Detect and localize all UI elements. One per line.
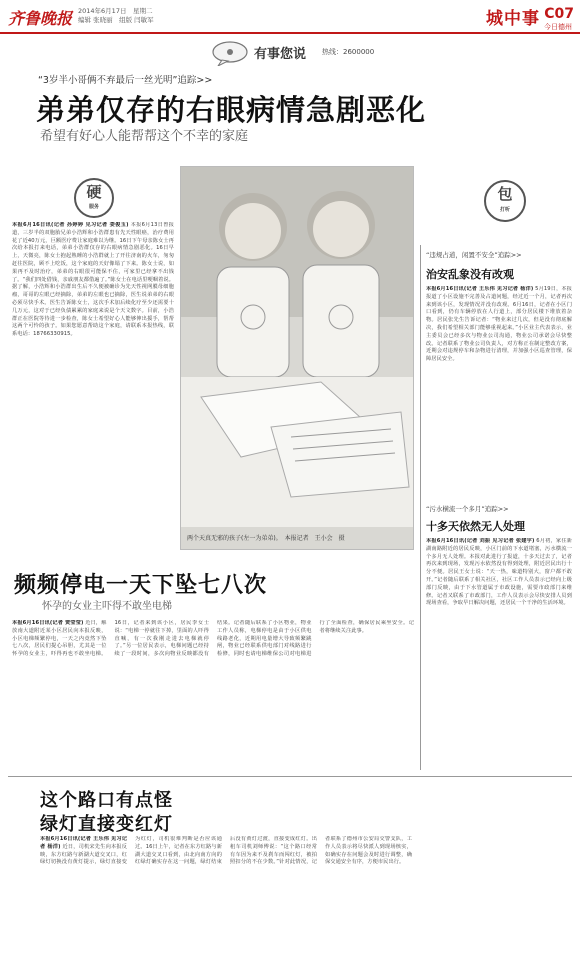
banner-title: 有事您说 [254,47,307,62]
story1-text: 本报6月13日曾报道，三岁半的双胞胎兄弟小浩辉和小浩群患有先天性眼癌，治疗费用花了近40万元，巨额医疗费让家庭难以为继。16日下午母亲陈女士再次给本报打来电话，弟弟小浩群仅存的右眼病情急剧恶化。16日早上，天微亮，陈女士抱起熟睡的小浩群就上了开往济南的火车，匆匆赶往医院，顾不上吃饭，这个家庭的天好像塌了下来。陈女士说，如果再不及时治疗，弟弟的右眼很可能保不住，可家里已经拿不出钱了。“我们四处借钱，亲戚朋友都借遍了。”陈女士在电话里哽咽着说。据了解，小浩辉和小浩群出生后不久便被确诊为先天性视网膜母细胞瘤，哥哥的左眼已经摘除，弟弟的左眼也已摘除，医生说弟弟的右眼必须尽快手术。医生告诉陈女士，这次手术加后续化疗至少还需要十几万元，这对于已经负债累累的家庭来说是个天文数字。目前，小浩群正在医院等待进一步检查，陈女士希望好心人能够伸出援手，帮帮这两个可怜的孩子。如果您愿意帮助这个家庭，请联系本报热线，联系电话：18766330915。 [12,222,174,338]
speech-bubble-icon [210,40,250,66]
story3-byline: 本报6月16日讯(记者 刘振 见习记者 张建宇) [426,538,535,544]
story2-body [426,286,572,496]
story2-badge-char: 包 [497,185,513,203]
story1-byline: 本报6月16日讯(记者 孙婷婷 见习记者 娄俊玉) [12,222,129,228]
story4-byline: 本报6月16日讯(记者 贾莹莹) [12,620,84,626]
story2-badge-sub: 打听 [499,207,510,213]
column-divider [420,245,421,770]
story4-text: 近日，解放南大道附近某小区居民向本报反映，小区电梯频繁停电，一天之内竟然下坠七八次，居民们提心吊胆，尤其是一位怀孕的女业主，吓得再也不敢坐电梯。16日，记者来到该小区，居民李女士说：“电梯一停就往下掉，里面的人吓得直喊，有一次我刚走进去电梯就停了。”另一位居民表示，电梯问题已经持续了一段时间，多次向物业反映都没有结果。记者随后联系了小区物业，物业工作人员称，电梯停电是由于小区供电线路老化，近期用电量增大导致频繁跳闸，物业已经联系供电部门对线路进行检修，同时也请电梯维保公司对电梯进行了全面检查，确保居民乘坐安全。记者将继续关注此事。 [12,620,414,658]
story1-headline: 弟弟仅存的右眼病情急剧恶化 [36,93,427,127]
story3-headline: 十多天依然无人处理 [426,520,525,533]
story1-kicker: “3岁半小哥俩不弃最后一丝光明”追踪>> [38,75,213,86]
story3-body [426,538,572,768]
story2-headline: 治安乱象没有改观 [426,268,514,281]
section-divider [8,776,572,777]
story1-subhead: 希望有好心人能帮帮这个不幸的家庭 [40,129,249,144]
story5-body [40,836,412,974]
story3-kicker: “污水横流一个多月”追踪>> [426,505,509,513]
story4-subhead: 怀孕的女业主吓得不敢坐电梯 [42,601,172,612]
story2-byline: 本报6月16日讯(记者 王乐伟 见习记者 杨洋) [426,286,534,292]
story2-kicker: “违规占道，闲置不安全”追踪>> [426,251,522,259]
story4-headline: 频频停电一天下坠七八次 [14,573,268,598]
story5-text: 近日，司机宋先生向本报反映，东方红路与新湖大道交叉口，红绿灯切换没有黄灯提示，绿灯直接变为红灯，司机很难判断是否应该通过。16日上午，记者在东方红路与新湖大道交叉口看到，由北向南方向的红绿灯确实存在这一问题，绿灯结束后没有黄灯过渡，直接变成红灯。出租车司机刘师傅说：“这个路口经常有车因为来不及刹车而闯红灯，被拍照扣分的不在少数。”针对此情况，记者联系了德州市公安局交警支队，工作人员表示将尽快派人到现场核实，如确实存在问题会及时进行调整，确保交通安全有序，方便市民出行。 [40,836,412,866]
section-name: 城中事 [486,9,540,29]
story4-body [12,620,414,768]
story2-text: 5月19日，本报报道了小区设施不完善及占道问题，经过近一个月，记者再次来到该小区，发现情况并没有改观。6月16日，记者在小区门口看到，仍有车辆停放在人行道上，部分居民楼下堆放着杂物。居民张先生告诉记者：“物业来过几次，但是没有彻底解决，我们希望相关部门能够重视起来。”小区业主代表表示，业主委员会已经多次与物业公司沟通，物业公司承诺会尽快整改。记者联系了物业公司负责人，对方称正在制定整改方案，近期会对违规停车和杂物进行清理，并加强小区巡查管理，保障居民安全。 [426,286,572,363]
page-number: C07 [544,6,574,22]
story1-photo [180,166,414,550]
twins-photo-illustration [181,167,413,549]
story1-badge-char: 硬 [86,183,102,201]
story2-badge [484,180,526,222]
editors-line: 编辑 张晓丽 组版 闫敏军 [78,16,154,24]
column-banner [210,40,410,66]
banner-hotline: 热线：2600000 [322,48,375,56]
subsection-name: 今日德州 [544,23,572,31]
story5-byline: 本报6月16日讯(记者 王乐伟 见习记者 杨洋) [40,836,127,850]
masthead-logo: 齐鲁晚报 [8,9,73,28]
story5-headline-line2: 绿灯直接变红灯 [40,814,173,835]
photo-caption: 两个天真无邪的孩子(左一为弟弟)。 本报记者 王小会 摄 [187,535,345,542]
story1-badge [74,178,114,218]
masthead-rule [0,32,580,34]
issue-date: 2014年6月17日 星期二 [78,7,153,15]
story1-body [12,222,174,552]
story1-badge-sub: 服务 [88,204,99,210]
story5-headline-line1: 这个路口有点怪 [40,790,173,811]
story3-text: 6月初，家住新湖南路附近的居民反映，小区门前的下水道堵塞，污水横流一个多月无人处理。本报对此进行了报道，十多天过去了，记者再次来到现场，发现污水依然没有得到处理，附近居民出行十分不便。居民王女士说：“天一热，味道特别大，窗户都不敢开。”记者随后联系了相关社区，社区工作人员表示已经向上级部门反映，由于下水管道属于市政设施，需要市政部门来维修。记者又联系了市政部门，工作人员表示会尽快安排人员到现场查看，争取早日解决问题，还居民一个干净的生活环境。 [426,538,572,607]
